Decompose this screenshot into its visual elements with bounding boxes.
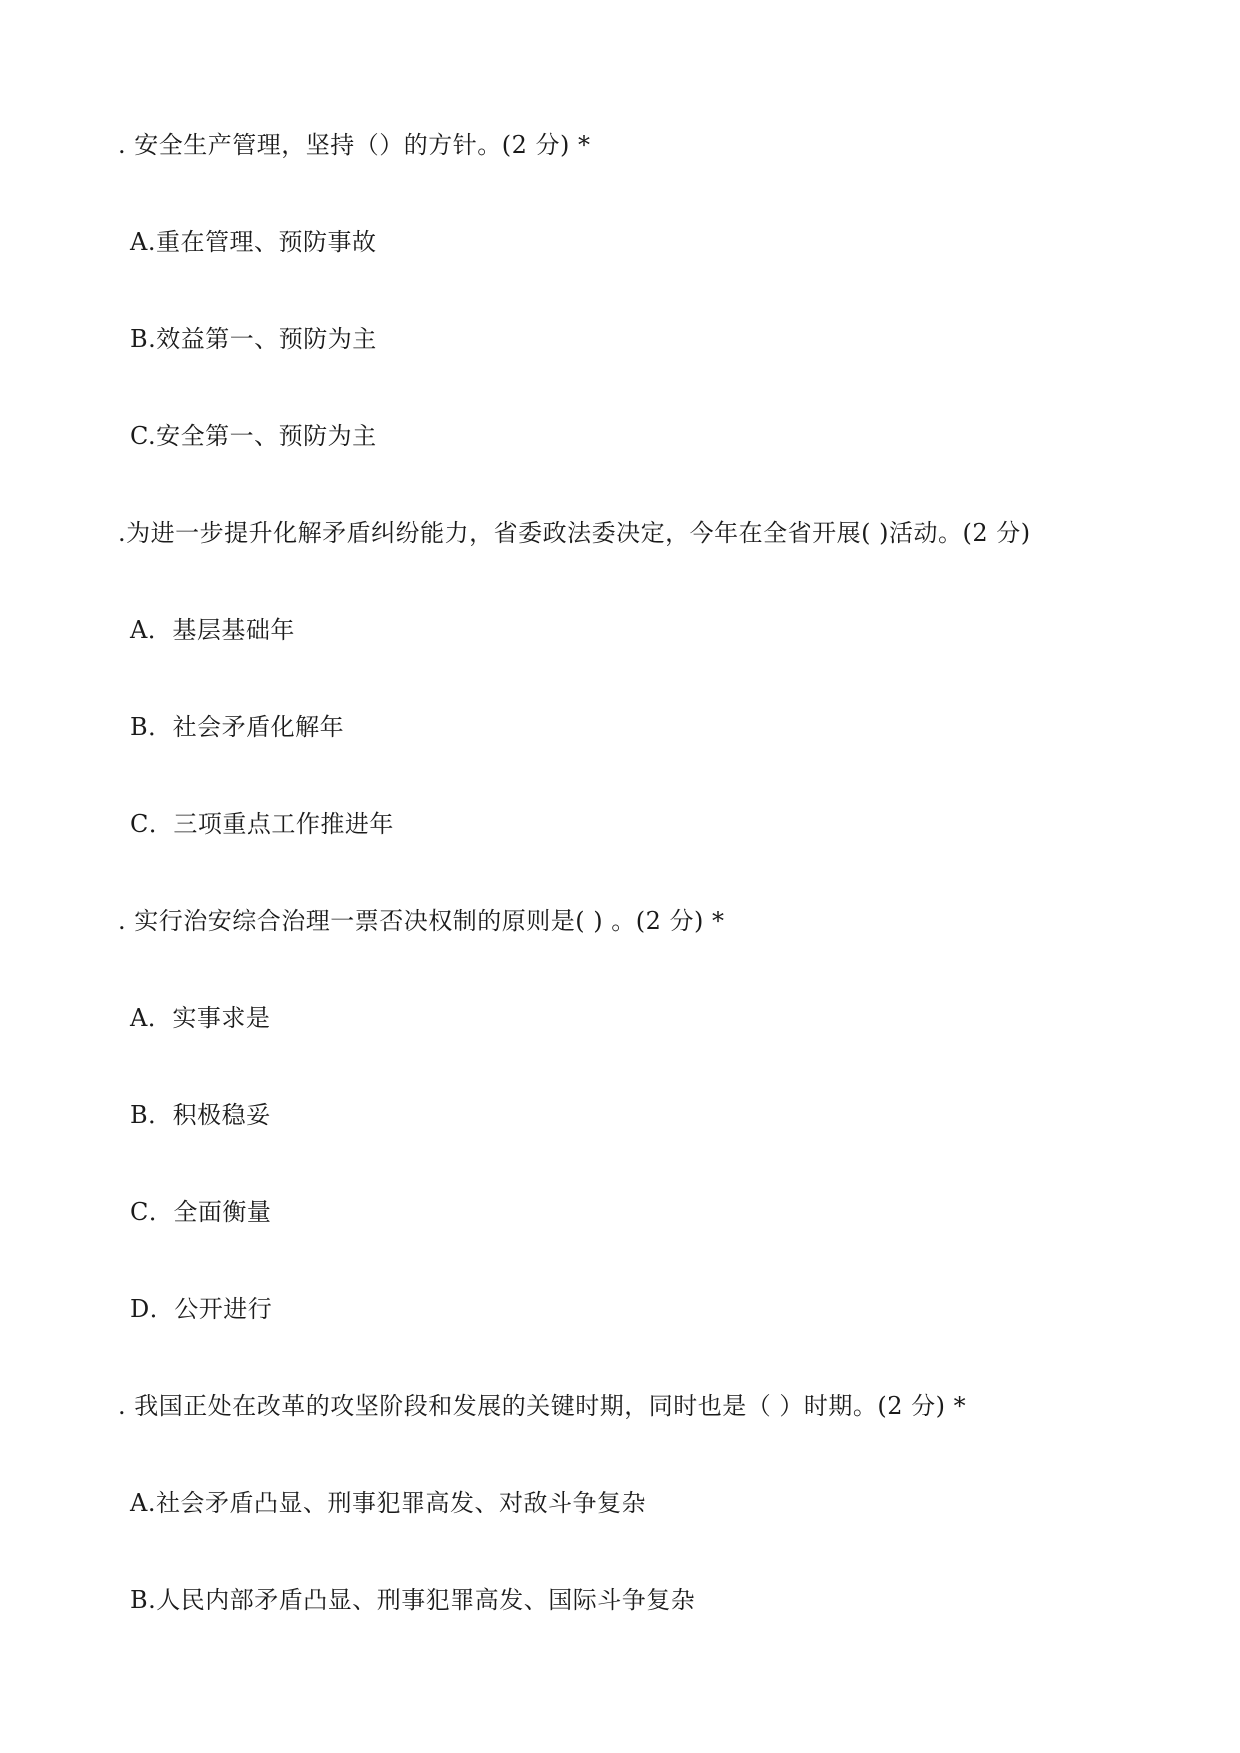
question-2-option-a: A．基层基础年 <box>130 616 295 644</box>
question-3-option-b: B．积极稳妥 <box>130 1101 271 1129</box>
question-4-option-a: A.社会矛盾凸显、刑事犯罪高发、对敌斗争复杂 <box>130 1489 646 1517</box>
question-1-option-c: C.安全第一、预防为主 <box>130 422 377 450</box>
question-3-stem: . 实行治安综合治理一票否决权制的原则是( ) 。(2 分) * <box>118 907 725 935</box>
question-3-option-a: A．实事求是 <box>130 1004 271 1032</box>
question-4-stem: . 我国正处在改革的攻坚阶段和发展的关键时期，同时也是（ ）时期。(2 分) * <box>118 1392 967 1420</box>
question-4-option-b: B.人民内部矛盾凸显、刑事犯罪高发、国际斗争复杂 <box>130 1586 696 1614</box>
question-1-stem: . 安全生产管理，坚持（）的方针。(2 分) * <box>118 131 591 159</box>
question-2-option-b: B．社会矛盾化解年 <box>130 713 345 741</box>
question-1-option-b: B.效益第一、预防为主 <box>130 325 377 353</box>
question-2-option-c: C．三项重点工作推进年 <box>130 810 394 838</box>
question-3-option-c: C．全面衡量 <box>130 1198 272 1226</box>
question-3-option-d: D．公开进行 <box>130 1295 273 1323</box>
question-2-stem: .为进一步提升化解矛盾纠纷能力，省委政法委决定，今年在全省开展( )活动。(2 分) <box>118 519 1031 547</box>
question-1-option-a: A.重在管理、预防事故 <box>130 228 377 256</box>
